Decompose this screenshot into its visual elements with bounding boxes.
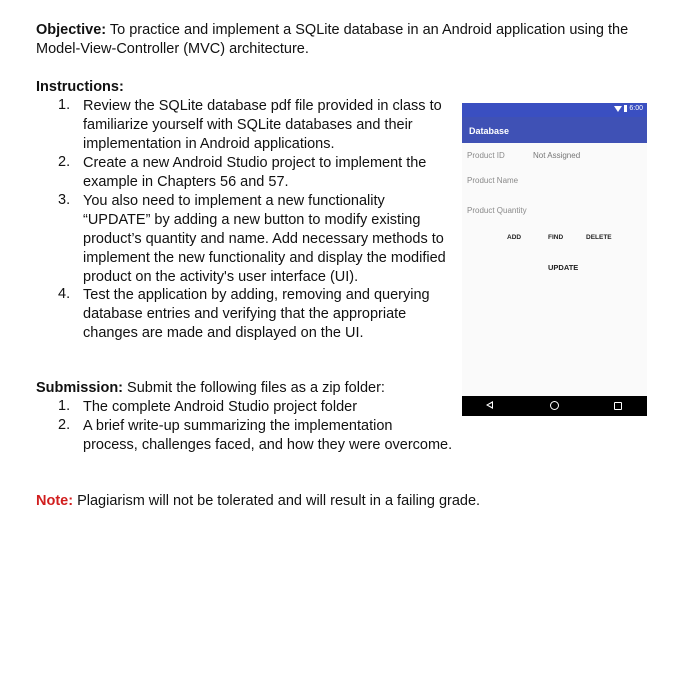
home-icon[interactable] — [550, 401, 559, 410]
note-paragraph — [36, 492, 480, 511]
add-button[interactable]: ADD — [507, 234, 522, 241]
find-button[interactable]: FIND — [548, 234, 564, 241]
submission-label: Submission: — [36, 380, 124, 396]
update-button[interactable]: UPDATE — [548, 263, 579, 272]
item-number: 2. — [58, 154, 71, 170]
back-icon[interactable] — [486, 401, 493, 409]
product-id-label: Product ID — [467, 151, 505, 160]
item-line: familiarize yourself with SQLite databases and their — [83, 117, 413, 133]
item-number: 1. — [58, 97, 71, 113]
status-icons — [614, 105, 643, 112]
delete-button[interactable]: DELETE — [586, 234, 612, 241]
item-line: Test the application by adding, removing and querying — [83, 287, 430, 303]
item-line: Review the SQLite database pdf file provided in class to — [83, 98, 442, 114]
item-line: product’s quantity and name. Add necessary methods to — [83, 231, 444, 247]
item-line: Create a new Android Studio project to implement the — [83, 155, 427, 171]
recents-icon[interactable] — [614, 402, 622, 410]
note-label: Note: — [36, 493, 74, 509]
item-line: You also need to implement a new functionality — [83, 193, 385, 209]
item-line: implement the new functionality and display the modified — [83, 250, 446, 266]
item-line: implementation in Android applications. — [83, 136, 335, 152]
item-text — [83, 97, 442, 154]
item-line: database entries and verifying that the appropriate — [83, 306, 407, 322]
objective-text: To practice and implement a SQLite database in an Android application using the Model-View-Controller (MVC) architecture. — [36, 22, 629, 57]
item-text — [83, 286, 430, 343]
item-number: 2. — [58, 417, 71, 433]
item-number: 1. — [58, 398, 71, 414]
item-text — [83, 192, 446, 287]
submission-text: Submit the following files as a zip folder: — [123, 380, 385, 396]
item-line: A brief write-up summarizing the implementation — [83, 418, 393, 434]
wifi-icon — [614, 106, 622, 112]
item-text — [83, 154, 426, 192]
battery-icon — [624, 105, 627, 112]
product-id-value: Not Assigned — [533, 151, 581, 160]
item-text — [83, 398, 357, 417]
activity-content — [462, 143, 647, 396]
product-quantity-input[interactable]: Product Quantity — [467, 206, 527, 215]
app-bar — [462, 117, 647, 143]
item-number: 4. — [58, 286, 71, 302]
navigation-bar — [462, 396, 647, 416]
objective-paragraph — [36, 21, 636, 59]
android-phone-screenshot — [462, 103, 647, 416]
item-text — [83, 417, 452, 455]
item-line: The complete Android Studio project folder — [83, 399, 358, 415]
status-time: 6:00 — [629, 105, 643, 112]
product-name-input[interactable]: Product Name — [467, 176, 519, 185]
item-number: 3. — [58, 192, 71, 208]
app-title: Database — [469, 126, 510, 136]
item-line: changes are made and displayed on the UI. — [83, 325, 364, 341]
item-line: “UPDATE” by adding a new button to modify existing — [83, 212, 421, 228]
objective-label: Objective: — [36, 22, 107, 38]
status-bar — [462, 103, 647, 117]
instructions-heading: Instructions: — [36, 79, 124, 95]
item-line: product on the activity's user interface (UI). — [83, 269, 359, 285]
item-line: process, challenges faced, and how they were overcome. — [83, 437, 453, 453]
submission-paragraph — [36, 379, 385, 398]
item-line: example in Chapters 56 and 57. — [83, 174, 289, 190]
note-text: Plagiarism will not be tolerated and will result in a failing grade. — [73, 493, 481, 509]
